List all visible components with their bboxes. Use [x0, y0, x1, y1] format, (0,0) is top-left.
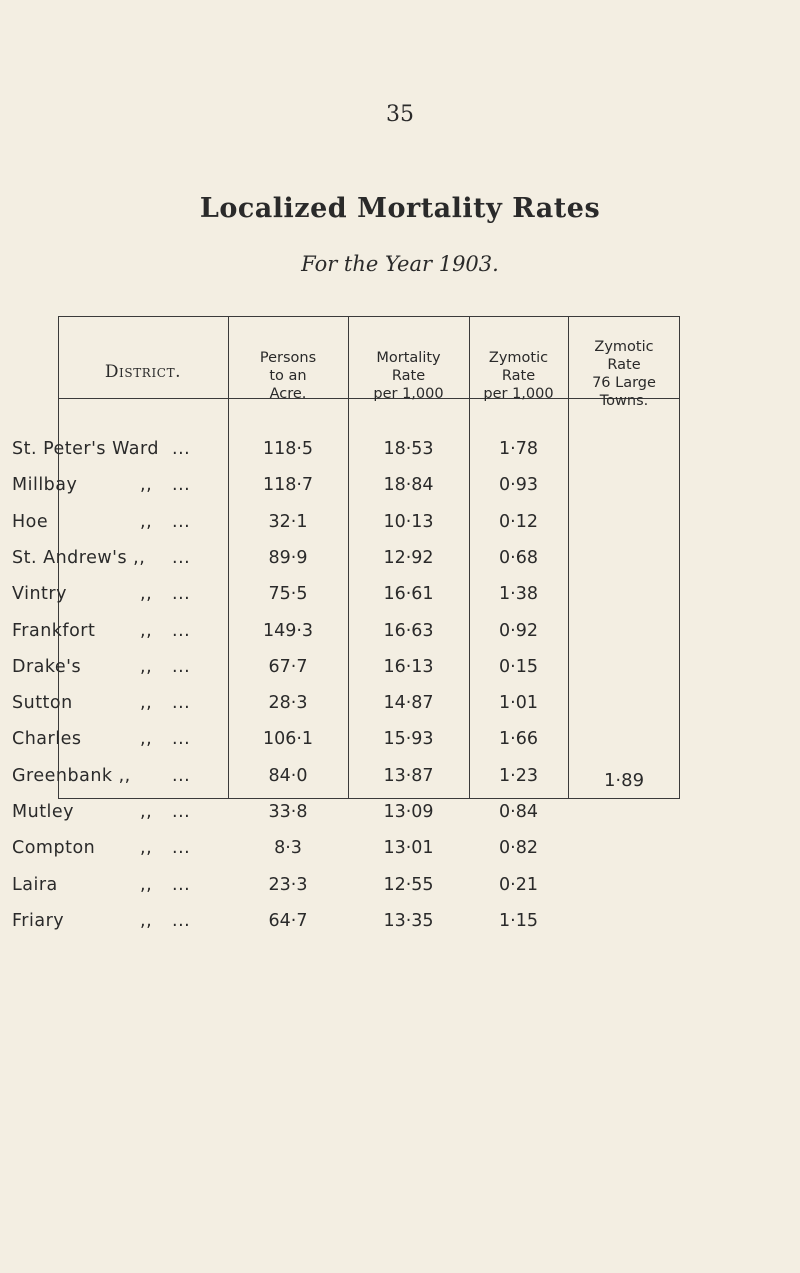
ditto-mark: ,, [140, 802, 153, 822]
ditto-mark: ,, [140, 621, 153, 641]
header-zymotic-towns [568, 338, 680, 410]
district-name [12, 546, 202, 570]
leader-dots: ... [172, 838, 191, 858]
cell-mortality: 12·92 [383, 548, 434, 568]
cell-persons: 23·3 [268, 875, 308, 895]
cell-persons: 149·3 [262, 621, 314, 641]
district-name [12, 909, 202, 933]
district-name [12, 655, 202, 679]
cell-zymotic: 1·15 [499, 911, 538, 931]
ditto-mark: ,, [140, 584, 153, 604]
leader-dots: ... [172, 657, 191, 677]
district-label: Charles [12, 729, 82, 749]
district-label: St. Andrew's ,, [12, 548, 146, 568]
page-subtitle: For the Year 1903. [301, 252, 499, 276]
leader-dots: ... [172, 802, 191, 822]
header-towns-line: Zymotic [594, 339, 654, 355]
leader-dots: ... [172, 584, 191, 604]
header-persons [228, 349, 348, 403]
cell-zymotic: 1·23 [499, 766, 538, 786]
cell-persons: 67·7 [268, 657, 308, 677]
cell-zymotic: 0·21 [499, 875, 538, 895]
header-zymotic-line: Zymotic [488, 350, 549, 366]
cell-zymotic: 0·68 [499, 548, 538, 568]
ditto-mark: ,, [140, 729, 153, 749]
ditto-mark: ,, [140, 475, 153, 495]
district-label: Greenbank ,, [12, 766, 131, 786]
cell-mortality: 13·09 [383, 802, 434, 822]
cell-mortality: 13·87 [383, 766, 434, 786]
cell-zymotic: 0·82 [499, 838, 538, 858]
cell-zymotic: 0·92 [499, 621, 538, 641]
cell-zymotic: 1·38 [499, 584, 538, 604]
cell-persons: 33·8 [268, 802, 308, 822]
header-persons-line: Acre. [269, 386, 307, 402]
district-label: Mutley [12, 802, 75, 822]
cell-mortality: 10·13 [383, 512, 434, 532]
district-name [12, 582, 202, 606]
cell-zymotic: 1·78 [499, 439, 538, 459]
ditto-mark: ,, [140, 512, 153, 532]
cell-mortality: 12·55 [383, 875, 434, 895]
cell-persons: 64·7 [268, 911, 308, 931]
cell-mortality: 13·01 [383, 838, 434, 858]
table-top-rule [58, 316, 680, 317]
header-towns-line: 76 Large [592, 375, 656, 391]
cell-zymotic: 1·01 [499, 693, 538, 713]
header-mortality-line: Rate [391, 368, 426, 384]
mortality-table [12, 316, 680, 931]
district-name [12, 473, 202, 497]
district-name [12, 510, 202, 534]
cell-persons: 32·1 [268, 512, 308, 532]
district-label: Vintry [12, 584, 67, 604]
cell-mortality: 16·63 [383, 621, 434, 641]
district-label: Millbay [12, 475, 78, 495]
district-name [12, 800, 202, 824]
district-name [12, 727, 202, 751]
cell-mortality: 18·53 [383, 439, 434, 459]
ditto-mark: ,, [140, 838, 153, 858]
leader-dots: ... [172, 475, 191, 495]
district-name [12, 836, 202, 860]
leader-dots: ... [172, 911, 191, 931]
district-name [12, 691, 202, 715]
cell-persons: 106·1 [262, 729, 314, 749]
header-district: District. [104, 362, 182, 382]
header-towns-line: Towns. [599, 393, 649, 409]
header-zymotic-line: per 1,000 [483, 386, 554, 402]
cell-mortality: 13·35 [383, 911, 434, 931]
district-label: Hoe [12, 512, 49, 532]
cell-mortality: 18·84 [383, 475, 434, 495]
ditto-mark: ,, [140, 657, 153, 677]
header-zymotic [469, 349, 568, 403]
cell-mortality: 15·93 [383, 729, 434, 749]
leader-dots: ... [172, 548, 191, 568]
page-title: Localized Mortality Rates [199, 193, 601, 224]
table-bottom-rule [58, 798, 680, 799]
cell-persons: 28·3 [268, 693, 308, 713]
leader-dots: ... [172, 766, 191, 786]
header-persons-line: Persons [259, 350, 317, 366]
cell-persons: 84·0 [268, 766, 308, 786]
district-name [12, 764, 202, 788]
cell-persons: 118·7 [262, 475, 314, 495]
leader-dots: ... [172, 729, 191, 749]
header-mortality [348, 349, 469, 403]
zymotic-towns-value: 1·89 [603, 770, 645, 791]
cell-persons: 8·3 [274, 838, 302, 858]
cell-mortality: 16·13 [383, 657, 434, 677]
header-mortality-line: per 1,000 [373, 386, 444, 402]
page-number: 35 [386, 102, 414, 127]
cell-persons: 75·5 [268, 584, 308, 604]
district-name [12, 437, 202, 461]
cell-mortality: 16·61 [383, 584, 434, 604]
leader-dots: ... [172, 439, 191, 459]
leader-dots: ... [172, 693, 191, 713]
cell-mortality: 14·87 [383, 693, 434, 713]
header-persons-line: to an [269, 368, 307, 384]
district-label: Compton [12, 838, 96, 858]
leader-dots: ... [172, 875, 191, 895]
cell-zymotic: 0·15 [499, 657, 538, 677]
cell-persons: 89·9 [268, 548, 308, 568]
district-name [12, 619, 202, 643]
leader-dots: ... [172, 621, 191, 641]
cell-zymotic: 1·66 [499, 729, 538, 749]
district-label: St. Peter's Ward [12, 439, 160, 459]
header-zymotic-line: Rate [501, 368, 536, 384]
ditto-mark: ,, [140, 875, 153, 895]
district-label: Laira [12, 875, 58, 895]
ditto-mark: ,, [140, 693, 153, 713]
cell-zymotic: 0·12 [499, 512, 538, 532]
header-towns-line: Rate [607, 357, 641, 373]
district-label: Sutton [12, 693, 73, 713]
cell-zymotic: 0·84 [499, 802, 538, 822]
district-name [12, 873, 202, 897]
cell-zymotic: 0·93 [499, 475, 538, 495]
district-label: Frankfort [12, 621, 96, 641]
district-label: Drake's [12, 657, 82, 677]
header-mortality-line: Mortality [376, 350, 441, 366]
ditto-mark: ,, [140, 911, 153, 931]
leader-dots: ... [172, 512, 191, 532]
cell-persons: 118·5 [262, 439, 314, 459]
district-label: Friary [12, 911, 65, 931]
